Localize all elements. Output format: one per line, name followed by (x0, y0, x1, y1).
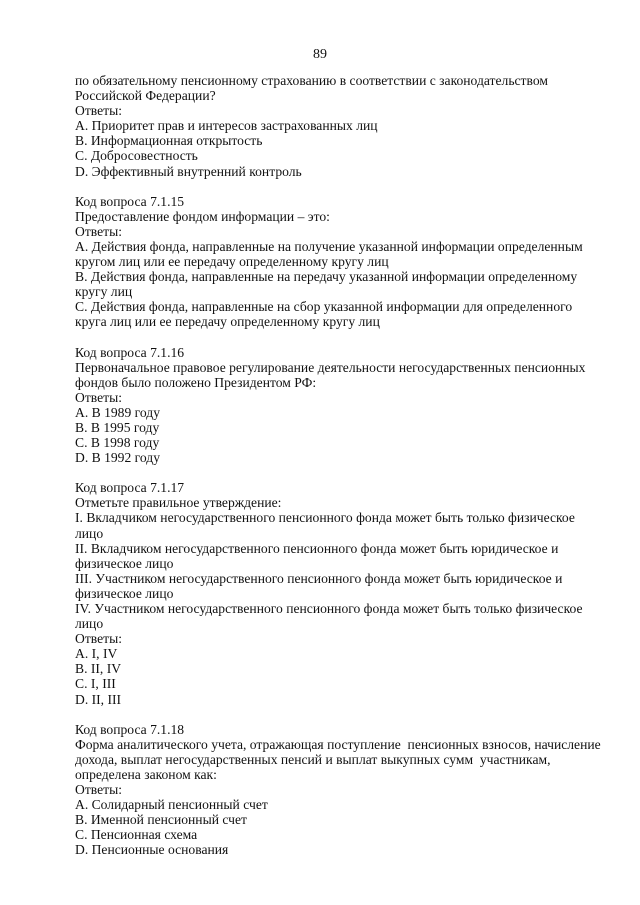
statement-line: физическое лицо (75, 585, 174, 601)
block-spacer (75, 179, 595, 194)
block-spacer (75, 707, 595, 722)
question-text: Предоставление фондом информации – это: (75, 208, 330, 224)
page-number: 89 (313, 47, 327, 62)
question-7-1-17 (75, 480, 595, 706)
answer-option: D. В 1992 году (75, 450, 161, 466)
block-spacer (75, 465, 595, 480)
answer-option-line: A. Действия фонда, направленные на получение указанной информации определенным (75, 238, 583, 254)
answer-option: A. В 1989 году (75, 404, 161, 420)
question-continuation (75, 73, 595, 179)
answer-option: D. Эффективный внутренний контроль (75, 163, 302, 179)
answer-option: C. Добросовестность (75, 148, 198, 164)
page-content (75, 73, 601, 858)
answer-option: A. Приоритет прав и интересов застрахованных лиц (75, 118, 378, 134)
statement-line: II. Вкладчиком негосударственного пенсионного фонда может быть юридическое и (75, 540, 559, 556)
question-code: Код вопроса 7.1.17 (75, 480, 185, 496)
question-text-line: дохода, выплат негосударственных пенсий и выплат выкупных сумм участникам, (75, 751, 551, 767)
answers-label: Ответы: (75, 389, 122, 405)
answers-label: Ответы: (75, 103, 122, 119)
statement-line: лицо (75, 616, 104, 632)
statement-line: физическое лицо (75, 555, 174, 571)
question-text-line: Форма аналитического учета, отражающая поступление пенсионных взносов, начисление (75, 736, 601, 752)
answer-option: B. Именной пенсионный счет (75, 812, 247, 828)
question-text-line: Российской Федерации? (75, 88, 216, 104)
statement-line: I. Вкладчиком негосударственного пенсионного фонда может быть только физическое (75, 510, 575, 526)
answer-option: A. I, IV (75, 646, 118, 662)
question-text-line: определена законом как: (75, 766, 217, 782)
answers-label: Ответы: (75, 223, 122, 239)
answer-option: B. Информационная открытость (75, 133, 263, 149)
question-7-1-15 (75, 194, 595, 330)
answer-option: D. Пенсионные основания (75, 842, 229, 858)
answer-option-line: кругом лиц или ее передачу определенному кругу лиц (75, 254, 389, 270)
question-text: Отметьте правильное утверждение: (75, 495, 282, 511)
answer-option: C. Пенсионная схема (75, 827, 198, 843)
answer-option-line: кругу лиц (75, 284, 133, 300)
question-text-line: по обязательному пенсионному страхованию в соответствии с законодательством (75, 73, 548, 88)
answer-option: B. В 1995 году (75, 419, 160, 435)
question-code: Код вопроса 7.1.15 (75, 193, 185, 209)
answer-option: A. Солидарный пенсионный счет (75, 797, 268, 813)
answer-option-line: круга лиц или ее передачу определенному кругу лиц (75, 314, 380, 330)
answer-option: B. II, IV (75, 661, 122, 677)
answer-option-line: C. Действия фонда, направленные на сбор указанной информации для определенного (75, 299, 573, 315)
answer-option: D. II, III (75, 691, 122, 707)
statement-line: III. Участником негосударственного пенсионного фонда может быть юридическое и (75, 570, 563, 586)
question-text-line: фондов было положено Президентом РФ: (75, 374, 317, 390)
question-7-1-18 (75, 721, 601, 858)
answers-label: Ответы: (75, 782, 122, 798)
answer-option: C. I, III (75, 676, 116, 692)
block-spacer (75, 330, 595, 345)
statement-line: IV. Участником негосударственного пенсионного фонда может быть только физическое (75, 601, 583, 616)
question-code: Код вопроса 7.1.18 (75, 721, 185, 737)
question-text-line: Первоначальное правовое регулирование деятельности негосударственных пенсионных (75, 359, 586, 375)
question-code: Код вопроса 7.1.16 (75, 344, 185, 360)
question-7-1-16 (75, 345, 595, 466)
answer-option-line: B. Действия фонда, направленные на передачу указанной информации определенному (75, 269, 578, 285)
statement-line: лицо (75, 525, 104, 541)
answer-option: C. В 1998 году (75, 435, 160, 451)
answers-label: Ответы: (75, 631, 122, 647)
